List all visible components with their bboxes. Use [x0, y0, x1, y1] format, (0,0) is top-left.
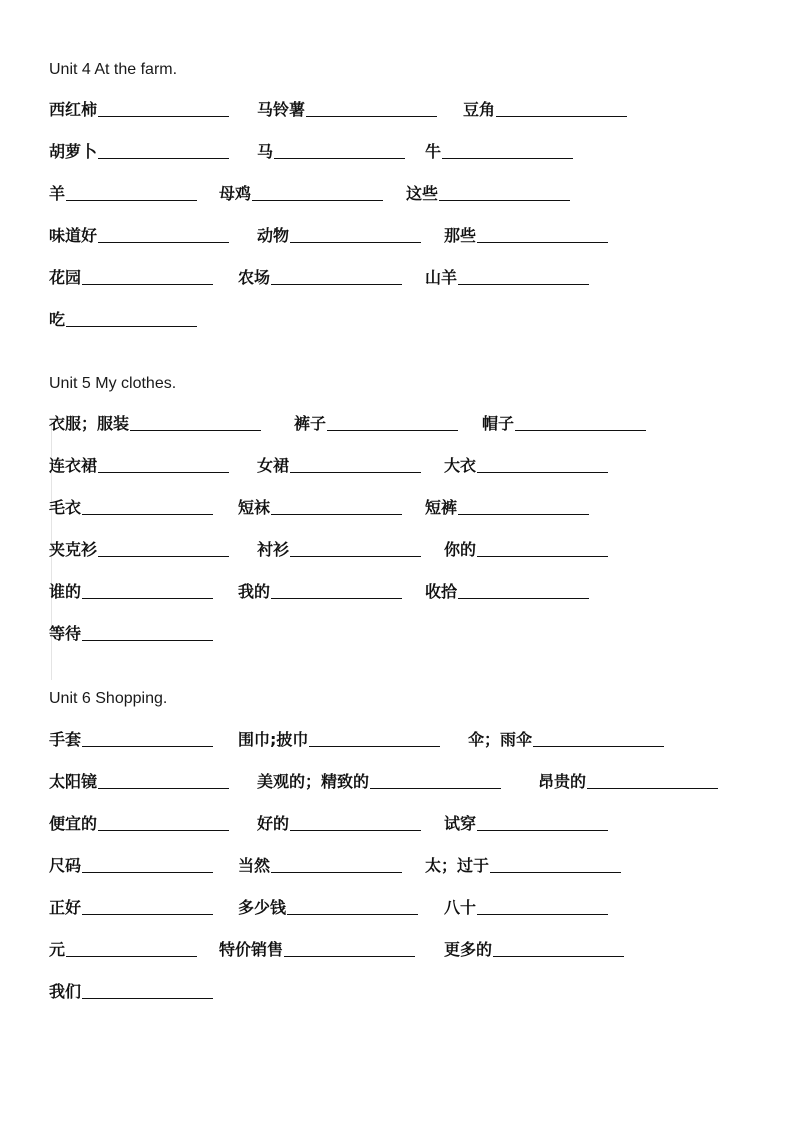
vocab-item [257, 772, 501, 792]
answer-blank[interactable] [98, 829, 229, 831]
vocab-item [49, 856, 213, 876]
answer-blank[interactable] [66, 199, 197, 201]
vocab-word: 衬衫 [257, 540, 290, 559]
vocab-row [0, 772, 800, 794]
vocab-item [238, 730, 440, 750]
answer-blank[interactable] [82, 639, 213, 641]
answer-blank[interactable] [309, 745, 440, 747]
vocab-item [425, 498, 589, 518]
vocab-item [444, 898, 608, 918]
answer-blank[interactable] [287, 913, 418, 915]
vocab-word: 帽子 [482, 414, 515, 433]
vocab-word: 尺码 [49, 856, 82, 875]
answer-blank[interactable] [587, 787, 718, 789]
vocab-word: 短裤 [425, 498, 458, 517]
answer-blank[interactable] [82, 997, 213, 999]
answer-blank[interactable] [477, 241, 608, 243]
answer-blank[interactable] [98, 471, 229, 473]
vocab-item [49, 814, 229, 834]
answer-blank[interactable] [271, 597, 402, 599]
answer-blank[interactable] [290, 555, 421, 557]
vocab-item [49, 898, 213, 918]
vocab-word: 夹克衫 [49, 540, 98, 559]
vocab-word: 八十 [444, 898, 477, 917]
answer-blank[interactable] [477, 471, 608, 473]
vocab-row [0, 540, 800, 562]
vocab-item [257, 540, 421, 560]
vocab-item [444, 540, 608, 560]
vocab-word: 母鸡 [219, 184, 252, 203]
vocab-item [294, 414, 458, 434]
unit-title: Unit 4 At the farm. [49, 61, 178, 78]
vocab-word: 元 [49, 940, 66, 959]
answer-blank[interactable] [290, 829, 421, 831]
vocab-word: 我的 [238, 582, 271, 601]
vocab-word: 更多的 [444, 940, 493, 959]
answer-blank[interactable] [290, 471, 421, 473]
vocab-row [0, 898, 800, 920]
vocab-row [0, 100, 800, 122]
vocab-word: 你的 [444, 540, 477, 559]
vocab-item [49, 268, 213, 288]
answer-blank[interactable] [82, 597, 213, 599]
answer-blank[interactable] [370, 787, 501, 789]
vocab-row [0, 310, 800, 332]
vocab-row [0, 856, 800, 878]
vocab-item [425, 268, 589, 288]
vocab-word: 美观的；精致的 [257, 772, 370, 791]
vocab-word: 味道好 [49, 226, 98, 245]
vocab-word: 那些 [444, 226, 477, 245]
answer-blank[interactable] [98, 241, 229, 243]
vocab-item [49, 456, 229, 476]
vocab-word: 这些 [406, 184, 439, 203]
answer-blank[interactable] [66, 325, 197, 327]
vocab-word: 太；过于 [425, 856, 490, 875]
answer-blank[interactable] [271, 283, 402, 285]
vocab-row [0, 940, 800, 962]
vocab-row [0, 814, 800, 836]
answer-blank[interactable] [493, 955, 624, 957]
answer-blank[interactable] [306, 115, 437, 117]
vocab-word: 手套 [49, 730, 82, 749]
answer-blank[interactable] [458, 283, 589, 285]
vocab-word: 女裙 [257, 456, 290, 475]
answer-blank[interactable] [274, 157, 405, 159]
vocab-row [0, 226, 800, 248]
vocab-item [538, 772, 718, 792]
answer-blank[interactable] [533, 745, 664, 747]
vocab-word: 连衣裙 [49, 456, 98, 475]
vocab-item [49, 772, 229, 792]
vocab-item [425, 582, 589, 602]
vocab-item [49, 540, 229, 560]
vocab-word: 花园 [49, 268, 82, 287]
vocab-word: 好的 [257, 814, 290, 833]
answer-blank[interactable] [515, 429, 646, 431]
vocab-item [49, 184, 197, 204]
vocab-row [0, 498, 800, 520]
vocab-item [49, 624, 213, 644]
vocab-word: 正好 [49, 898, 82, 917]
vocab-word: 毛衣 [49, 498, 82, 517]
answer-blank[interactable] [82, 513, 213, 515]
answer-blank[interactable] [98, 787, 229, 789]
vocab-item [257, 456, 421, 476]
answer-blank[interactable] [439, 199, 570, 201]
vocab-word: 围巾;披巾 [238, 730, 309, 749]
vocab-item [444, 940, 624, 960]
vocab-word: 伞；雨伞 [468, 730, 533, 749]
answer-blank[interactable] [82, 283, 213, 285]
answer-blank[interactable] [442, 157, 573, 159]
vocab-word: 动物 [257, 226, 290, 245]
vocab-item [219, 940, 415, 960]
vocab-item [238, 268, 402, 288]
vocab-word: 收拾 [425, 582, 458, 601]
answer-blank[interactable] [98, 555, 229, 557]
vocab-item [238, 856, 402, 876]
vocab-row [0, 184, 800, 206]
vocab-row [0, 730, 800, 752]
answer-blank[interactable] [82, 745, 213, 747]
vocab-word: 太阳镜 [49, 772, 98, 791]
answer-blank[interactable] [284, 955, 415, 957]
vocab-item [257, 142, 405, 162]
vocab-row [0, 268, 800, 290]
answer-blank[interactable] [271, 871, 402, 873]
vocab-word: 裤子 [294, 414, 327, 433]
answer-blank[interactable] [477, 555, 608, 557]
vocab-word: 西红柿 [49, 100, 98, 119]
vocab-word: 山羊 [425, 268, 458, 287]
vocab-word: 马 [257, 142, 274, 161]
answer-blank[interactable] [458, 597, 589, 599]
vocab-row [0, 414, 800, 436]
answer-blank[interactable] [477, 829, 608, 831]
unit-title: Unit 6 Shopping. [49, 690, 168, 707]
vocab-item [49, 226, 229, 246]
vocab-item [425, 142, 573, 162]
vocab-word: 大衣 [444, 456, 477, 475]
answer-blank[interactable] [66, 955, 197, 957]
answer-blank[interactable] [82, 871, 213, 873]
vocab-row [0, 142, 800, 164]
vocab-word: 胡萝卜 [49, 142, 98, 161]
answer-blank[interactable] [496, 115, 627, 117]
vocab-item [257, 226, 421, 246]
vocab-word: 豆角 [463, 100, 496, 119]
vocab-item [49, 582, 213, 602]
vocab-row [0, 982, 800, 1004]
answer-blank[interactable] [98, 157, 229, 159]
vocab-item [444, 226, 608, 246]
vocab-word: 多少钱 [238, 898, 287, 917]
vocab-item [444, 456, 608, 476]
vocab-word: 我们 [49, 982, 82, 1001]
vocab-row [0, 624, 800, 646]
vocab-item [482, 414, 646, 434]
vocab-item [49, 310, 197, 330]
vocab-item [444, 814, 608, 834]
vocab-word: 衣服；服装 [49, 414, 130, 433]
vocab-word: 便宜的 [49, 814, 98, 833]
vocab-item [257, 814, 421, 834]
answer-blank[interactable] [327, 429, 458, 431]
vocab-item [406, 184, 570, 204]
vocab-item [257, 100, 437, 120]
vocab-item [425, 856, 621, 876]
vocab-item [49, 414, 261, 434]
vocab-item [468, 730, 664, 750]
vocab-item [49, 498, 213, 518]
vocab-item [238, 498, 402, 518]
vocab-word: 牛 [425, 142, 442, 161]
vocab-word: 羊 [49, 184, 66, 203]
vocab-word: 马铃薯 [257, 100, 306, 119]
vocab-item [238, 898, 418, 918]
vocab-word: 特价销售 [219, 940, 284, 959]
vocab-item [463, 100, 627, 120]
answer-blank[interactable] [252, 199, 383, 201]
vocab-word: 当然 [238, 856, 271, 875]
vocab-word: 昂贵的 [538, 772, 587, 791]
vocab-word: 吃 [49, 310, 66, 329]
vocab-word: 农场 [238, 268, 271, 287]
vocab-word: 谁的 [49, 582, 82, 601]
unit-title: Unit 5 My clothes. [49, 375, 177, 392]
answer-blank[interactable] [98, 115, 229, 117]
vocab-item [49, 142, 229, 162]
vocab-word: 试穿 [444, 814, 477, 833]
answer-blank[interactable] [458, 513, 589, 515]
vocab-item [238, 582, 402, 602]
answer-blank[interactable] [490, 871, 621, 873]
answer-blank[interactable] [82, 913, 213, 915]
answer-blank[interactable] [130, 429, 261, 431]
vocab-row [0, 582, 800, 604]
vocab-word: 等待 [49, 624, 82, 643]
vocab-item [219, 184, 383, 204]
answer-blank[interactable] [290, 241, 421, 243]
vocab-row [0, 456, 800, 478]
vocab-item [49, 730, 213, 750]
vocab-item [49, 100, 229, 120]
answer-blank[interactable] [477, 913, 608, 915]
vocab-word: 短袜 [238, 498, 271, 517]
answer-blank[interactable] [271, 513, 402, 515]
vocab-item [49, 982, 213, 1002]
vocab-item [49, 940, 197, 960]
